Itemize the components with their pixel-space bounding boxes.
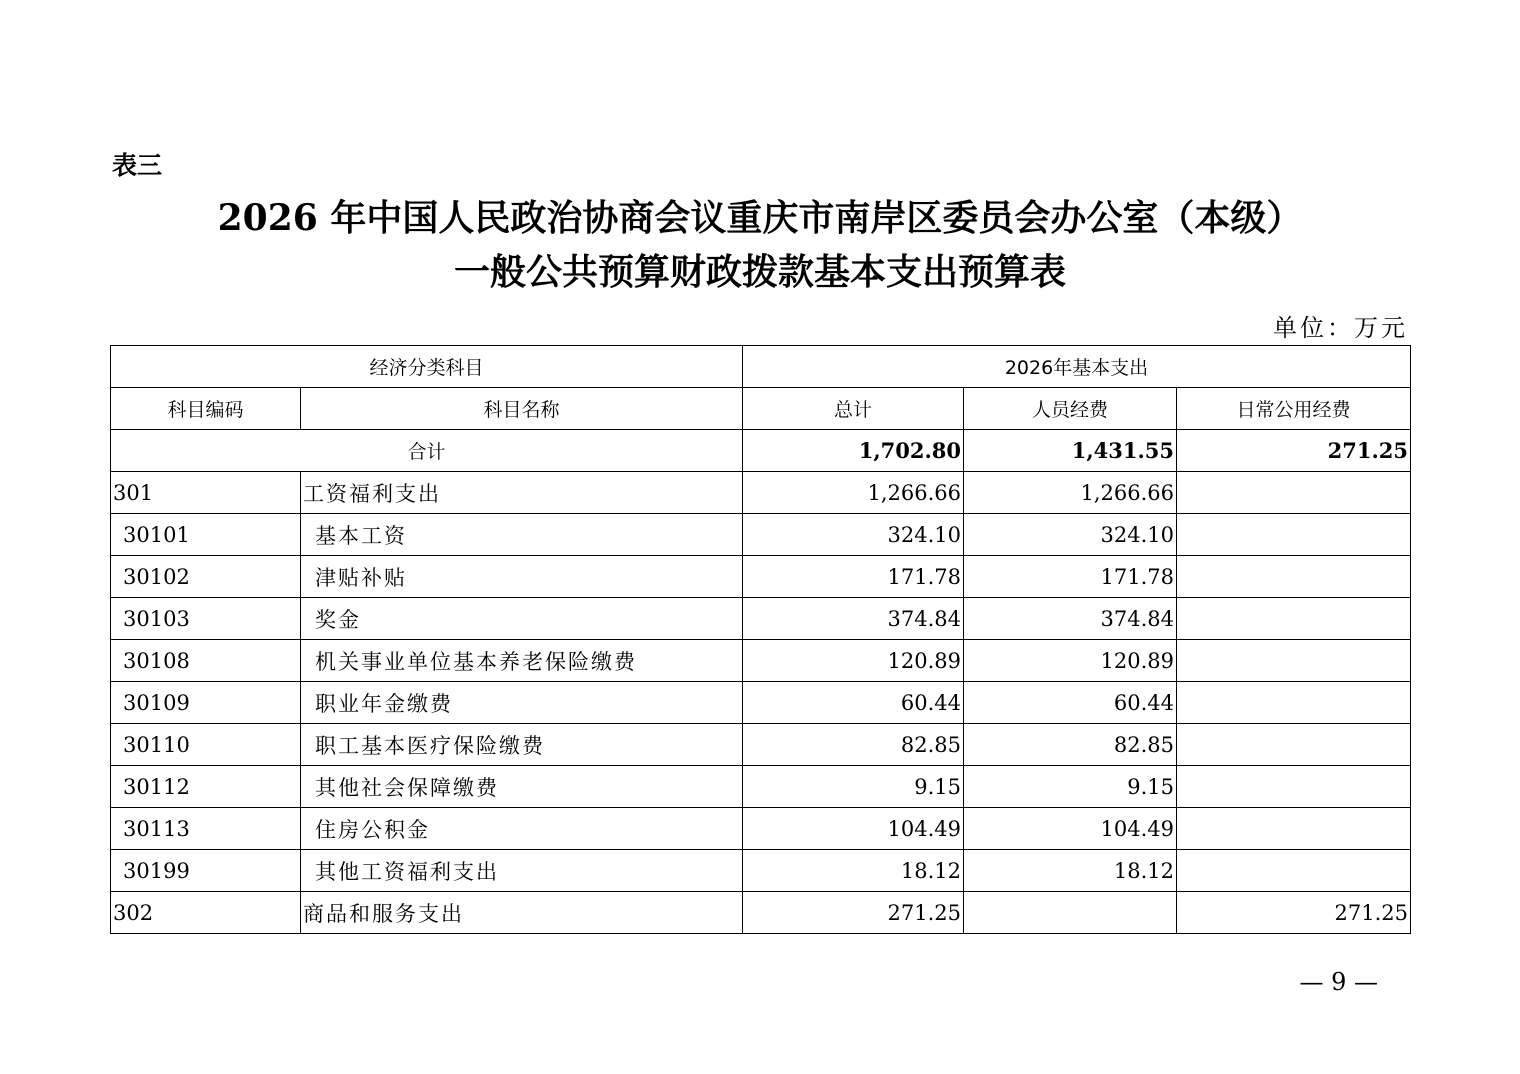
cell-personnel: 9.15 [964, 766, 1177, 808]
cell-total: 120.89 [743, 640, 964, 682]
cell-total: 60.44 [743, 682, 964, 724]
cell-name: 其他社会保障缴费 [301, 766, 743, 808]
cell-total: 18.12 [743, 850, 964, 892]
budget-table [110, 345, 1411, 934]
table-row [111, 598, 1411, 640]
cell-personnel: 18.12 [964, 850, 1177, 892]
table-row [111, 724, 1411, 766]
cell-public [1177, 850, 1411, 892]
cell-name: 职工基本医疗保险缴费 [301, 724, 743, 766]
cell-name: 商品和服务支出 [301, 892, 743, 934]
cell-personnel: 82.85 [964, 724, 1177, 766]
cell-name: 基本工资 [301, 514, 743, 556]
total-row-total: 1,702.80 [743, 430, 964, 472]
code-column-header: 科目编码 [111, 388, 301, 430]
cell-public [1177, 766, 1411, 808]
cell-total: 171.78 [743, 556, 964, 598]
table-row [111, 808, 1411, 850]
table-row [111, 640, 1411, 682]
cell-code: 30113 [111, 808, 301, 850]
total-row [111, 430, 1411, 472]
cell-name: 奖金 [301, 598, 743, 640]
name-column-header: 科目名称 [301, 388, 743, 430]
cell-public [1177, 724, 1411, 766]
cell-personnel: 374.84 [964, 598, 1177, 640]
cell-code: 30103 [111, 598, 301, 640]
cell-public [1177, 640, 1411, 682]
cell-total: 374.84 [743, 598, 964, 640]
cell-total: 324.10 [743, 514, 964, 556]
basic-expense-header: 2026年基本支出 [743, 346, 1411, 388]
public-column-header: 日常公用经费 [1177, 388, 1411, 430]
table-row [111, 514, 1411, 556]
cell-personnel: 324.10 [964, 514, 1177, 556]
total-row-public: 271.25 [1177, 430, 1411, 472]
cell-name: 其他工资福利支出 [301, 850, 743, 892]
cell-code: 30112 [111, 766, 301, 808]
table-row [111, 766, 1411, 808]
group-header-row [111, 346, 1411, 388]
table-row [111, 892, 1411, 934]
cell-name: 住房公积金 [301, 808, 743, 850]
unit-label: 单位：万元 [1273, 314, 1408, 342]
econ-class-header: 经济分类科目 [111, 346, 743, 388]
total-row-personnel: 1,431.55 [964, 430, 1177, 472]
document-title-line2: 一般公共预算财政拨款基本支出预算表 [453, 251, 1066, 293]
table-label: 表三 [112, 151, 163, 180]
total-column-header: 总计 [743, 388, 964, 430]
column-header-row [111, 388, 1411, 430]
cell-total: 82.85 [743, 724, 964, 766]
cell-name: 津贴补贴 [301, 556, 743, 598]
cell-code: 301 [111, 472, 301, 514]
cell-personnel: 104.49 [964, 808, 1177, 850]
cell-code: 302 [111, 892, 301, 934]
table-row [111, 472, 1411, 514]
cell-name: 工资福利支出 [301, 472, 743, 514]
cell-public [1177, 472, 1411, 514]
cell-personnel: 171.78 [964, 556, 1177, 598]
cell-public: 271.25 [1177, 892, 1411, 934]
personnel-column-header: 人员经费 [964, 388, 1177, 430]
document-title-line1: 2026 年中国人民政治协商会议重庆市南岸区委员会办公室（本级） [217, 197, 1303, 239]
cell-public [1177, 808, 1411, 850]
cell-code: 30108 [111, 640, 301, 682]
page-number: — 9 — [1299, 968, 1378, 996]
cell-personnel: 60.44 [964, 682, 1177, 724]
cell-personnel: 120.89 [964, 640, 1177, 682]
cell-total: 1,266.66 [743, 472, 964, 514]
cell-code: 30110 [111, 724, 301, 766]
cell-code: 30199 [111, 850, 301, 892]
cell-public [1177, 514, 1411, 556]
cell-code: 30109 [111, 682, 301, 724]
cell-total: 271.25 [743, 892, 964, 934]
cell-total: 104.49 [743, 808, 964, 850]
cell-public [1177, 598, 1411, 640]
cell-total: 9.15 [743, 766, 964, 808]
cell-public [1177, 682, 1411, 724]
cell-code: 30101 [111, 514, 301, 556]
cell-public [1177, 556, 1411, 598]
table-row [111, 556, 1411, 598]
table-row [111, 850, 1411, 892]
cell-name: 职业年金缴费 [301, 682, 743, 724]
cell-name: 机关事业单位基本养老保险缴费 [301, 640, 743, 682]
cell-personnel [964, 892, 1177, 934]
cell-code: 30102 [111, 556, 301, 598]
cell-personnel: 1,266.66 [964, 472, 1177, 514]
total-row-label: 合计 [111, 430, 743, 472]
table-row [111, 682, 1411, 724]
